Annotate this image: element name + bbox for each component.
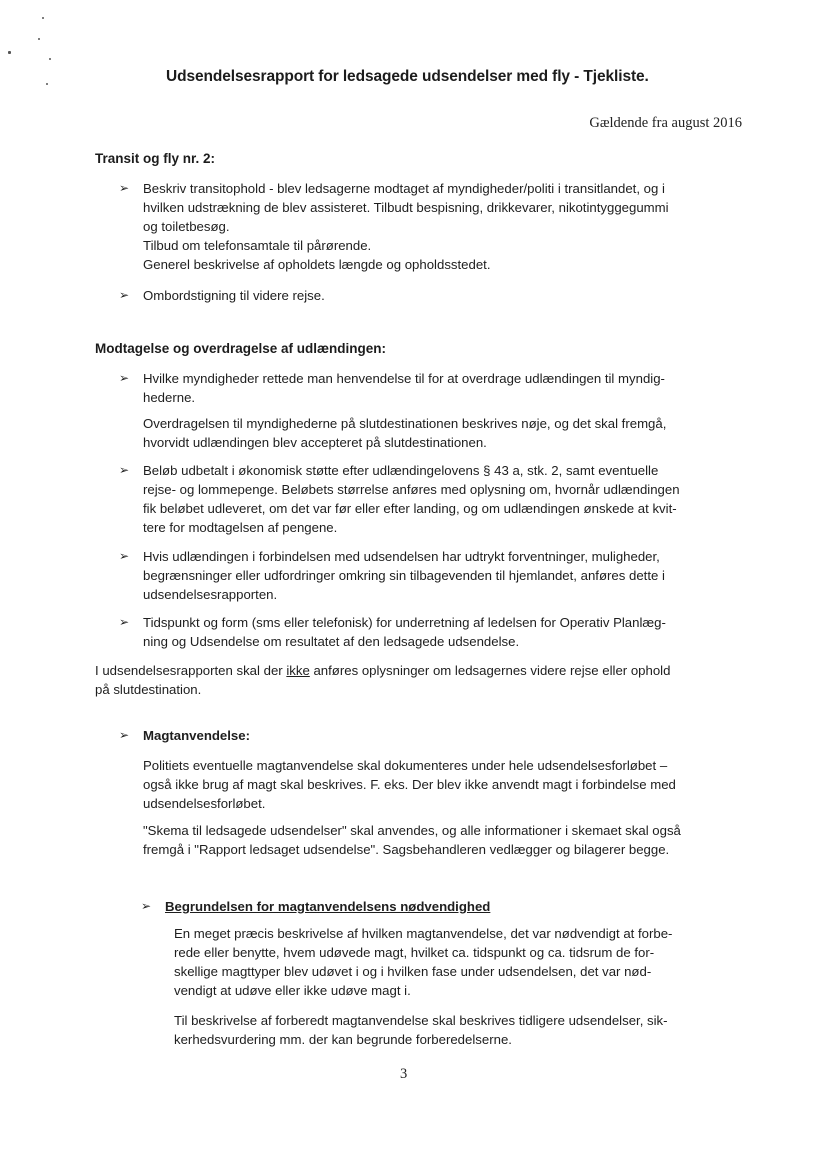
text-line: begrænsninger eller udfordringer omkring sin tilbagevenden til hjemlandet, anføres dette i [143,568,665,583]
text-line: rejse- og lommepenge. Beløbets størrelse anføres med oplysning om, hvornår udlændingen [143,482,680,497]
arrow-bullet-icon: ➢ [119,615,130,629]
list-item-payment [119,461,680,537]
scan-speck [42,17,44,19]
list-item-transit-stay [119,179,669,274]
text-line: Overdragelsen til myndighederne på slutdestinationen beskrives nøje, og det skal fremgå, [143,416,667,431]
note-emphasis: ikke [286,663,310,678]
section-heading-force: Magtanvendelse: [143,728,250,743]
text-line: Ombordstigning til videre rejse. [143,288,325,303]
text-line: fremgå i "Rapport ledsaget udsendelse". Sagsbehandleren vedlægger og bilagerer begge. [143,842,670,857]
note-text: anføres oplysninger om ledsagernes videre rejse eller ophold [309,663,671,678]
text-line: Beløb udbetalt i økonomisk støtte efter udlændingelovens § 43 a, stk. 2, samt eventuelle [143,463,659,478]
arrow-bullet-icon: ➢ [119,549,130,563]
text-line: fik beløbet udleveret, om det var før eller efter landing, og om udlændingen ønskede at kvit- [143,501,677,516]
list-item-justification [141,897,491,916]
paragraph-justification [174,924,672,1000]
list-item-boarding [119,286,325,305]
valid-from-date: Gældende fra august 2016 [589,115,742,131]
note-text: I udsendelsesrapporten skal der [95,663,287,678]
text-line: ning og Udsendelse om resultatet af den ledsagede udsendelse. [143,634,520,649]
text-line: Beskriv transitophold - blev ledsagerne modtaget af myndigheder/politi i transitlandet, og i [143,181,665,196]
text-line: Politiets eventuelle magtanvendelse skal dokumenteres under hele udsendelsesforløbet – [143,758,668,773]
arrow-bullet-icon: ➢ [119,463,130,477]
page-number: 3 [400,1066,408,1082]
section-heading-justification: Begrundelsen for magtanvendelsens nødvendighed [165,899,491,914]
paragraph-handover [143,414,666,452]
text-line: rede eller benytte, hvem udøvede magt, hvilket ca. tidspunkt og ca. tidsrum de for- [174,945,655,960]
text-line: vendigt at udøve eller ikke udøve magt i. [174,983,411,998]
list-item-notification [119,613,666,651]
paragraph-note [95,661,670,699]
list-item-authorities [119,369,665,407]
text-line: og toiletbesøg. [143,219,230,234]
text-line: En meget præcis beskrivelse af hvilken magtanvendelse, det var nødvendigt at forbe- [174,926,673,941]
text-line: hederne. [143,390,196,405]
arrow-bullet-icon: ➢ [119,288,130,302]
scan-speck [49,58,51,60]
section-heading-reception: Modtagelse og overdragelse af udlændingen: [95,341,387,356]
paragraph-prepared-force [174,1011,668,1049]
document-title: Udsendelsesrapport for ledsagede udsendelser med fly - Tjekliste. [166,68,649,85]
text-line: kerhedsvurdering mm. der kan begrunde forberedelserne. [174,1032,512,1047]
text-line: hvorvidt udlændingen blev accepteret på slutdestinationen. [143,435,487,450]
text-line: Til beskrivelse af forberedt magtanvendelse skal beskrives tidligere udsendelser, sik- [174,1013,668,1028]
text-line: på slutdestination. [95,682,202,697]
paragraph-force-scheme [143,821,681,859]
arrow-bullet-icon: ➢ [119,181,130,195]
scan-speck [38,38,40,40]
text-line: Tilbud om telefonsamtale til pårørende. [143,238,372,253]
section-heading-transit: Transit og fly nr. 2: [95,151,216,166]
text-line: Hvis udlændingen i forbindelsen med udsendelsen har udtrykt forventninger, muligheder, [143,549,660,564]
text-line: Generel beskrivelse af opholdets længde og opholdsstedet. [143,257,491,272]
text-line: tere for modtagelsen af pengene. [143,520,338,535]
scan-speck [8,51,11,54]
arrow-bullet-icon: ➢ [119,728,130,742]
text-line: udsendelsesrapporten. [143,587,278,602]
text-line: hvilken udstrækning de blev assisteret. Tilbudt bespisning, drikkevarer, nikotintyggegummi [143,200,669,215]
text-line: Hvilke myndigheder rettede man henvendelse til for at overdrage udlændingen til myndig- [143,371,665,386]
text-line: "Skema til ledsagede udsendelser" skal anvendes, og alle informationer i skemaet skal også [143,823,681,838]
text-line: skellige magttyper blev udøvet i og i hvilken fase under udsendelsen, det var nød- [174,964,652,979]
scan-speck [46,83,48,85]
paragraph-force-documentation [143,756,676,813]
arrow-bullet-icon: ➢ [119,371,130,385]
text-line [95,661,670,680]
arrow-bullet-icon: ➢ [141,899,152,913]
text-line: udsendelsesforløbet. [143,796,266,811]
list-item-expectations [119,547,665,604]
list-item-force [119,726,250,745]
text-line: Tidspunkt og form (sms eller telefonisk) for underretning af ledelsen for Operativ Planlæg- [143,615,666,630]
text-line: også ikke brug af magt skal beskrives. F. eks. Der blev ikke anvendt magt i forbindelse med [143,777,676,792]
